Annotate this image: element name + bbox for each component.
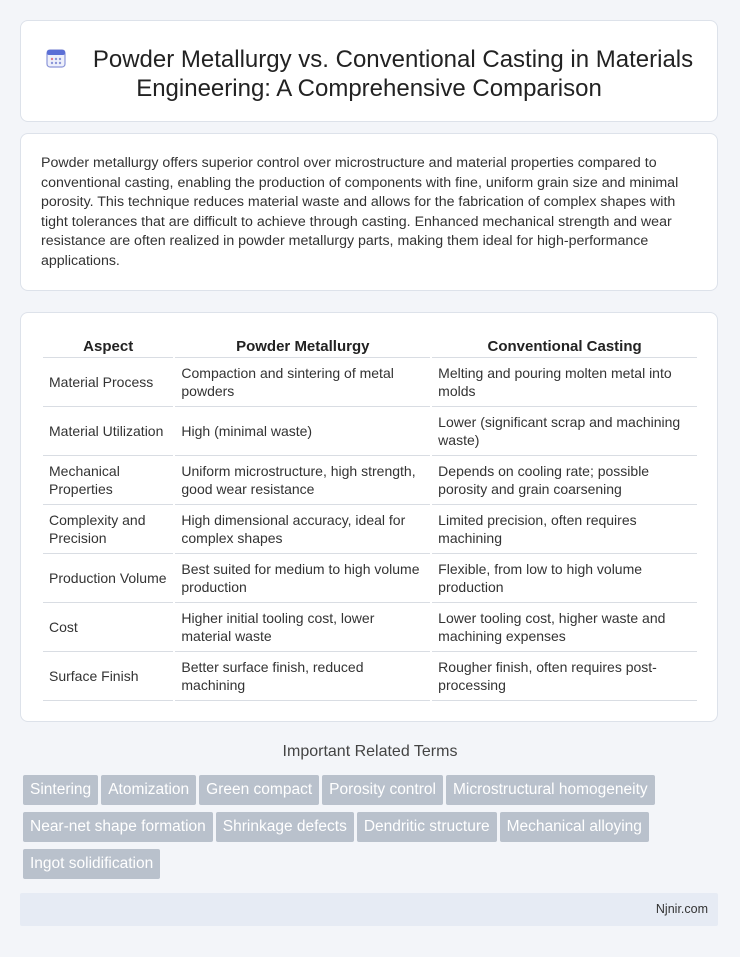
related-terms-heading: Important Related Terms (282, 743, 458, 760)
tag-microstructural-homogeneity[interactable]: Microstructural homogeneity (446, 775, 655, 805)
table-row (43, 358, 697, 407)
row-conventional-casting: Depends on cooling rate; possible porosity and grain coarsening (432, 456, 697, 505)
title-line-1: Powder Metallurgy vs. Conventional Casting in Materials (92, 46, 694, 73)
calendar-icon (45, 47, 67, 69)
row-powder-metallurgy: Compaction and sintering of metal powders (175, 358, 430, 407)
table-row (43, 603, 697, 652)
footer (20, 893, 718, 926)
footer-site-link[interactable]: Njnir.com (655, 902, 708, 916)
header-conventional-casting: Conventional Casting (432, 333, 697, 358)
title-line-2: Engineering: A Comprehensive Comparison (136, 75, 602, 102)
table-row (43, 554, 697, 603)
table-row (43, 505, 697, 554)
row-conventional-casting: Melting and pouring molten metal into molds (432, 358, 697, 407)
row-conventional-casting: Limited precision, often requires machining (432, 505, 697, 554)
row-aspect: Complexity and Precision (43, 505, 173, 554)
row-powder-metallurgy: Better surface finish, reduced machining (175, 652, 430, 701)
tag-mechanical-alloying[interactable]: Mechanical alloying (500, 812, 649, 842)
tag-near-net-shape-formation[interactable]: Near-net shape formation (23, 812, 213, 842)
row-aspect: Surface Finish (43, 652, 173, 701)
row-aspect: Cost (43, 603, 173, 652)
row-powder-metallurgy: High dimensional accuracy, ideal for complex shapes (175, 505, 430, 554)
row-conventional-casting: Flexible, from low to high volume production (432, 554, 697, 603)
tag-sintering[interactable]: Sintering (23, 775, 98, 805)
comparison-table-card (20, 312, 718, 722)
table-row (43, 652, 697, 701)
intro-paragraph: Powder metallurgy offers superior control over microstructure and material properties compared to conventional casting, enabling the production of components with fine, uniform grain size and minimal porosity. This technique reduces material waste and allows for the fabrication of complex shapes with tight tolerances that are difficult to achieve through casting. Enhanced mechanical strength and wear resistance are often realized in powder metallurgy parts, making them ideal for high-performance applications. (41, 155, 679, 269)
tag-dendritic-structure[interactable]: Dendritic structure (357, 812, 497, 842)
related-terms-list (23, 775, 713, 886)
header-powder-metallurgy: Powder Metallurgy (175, 333, 430, 358)
table-row (43, 456, 697, 505)
row-powder-metallurgy: Best suited for medium to high volume production (175, 554, 430, 603)
table-header-row (43, 333, 697, 358)
tag-porosity-control[interactable]: Porosity control (322, 775, 443, 805)
tag-shrinkage-defects[interactable]: Shrinkage defects (216, 812, 354, 842)
intro-card (20, 133, 718, 291)
row-aspect: Mechanical Properties (43, 456, 173, 505)
row-conventional-casting: Lower (significant scrap and machining waste) (432, 407, 697, 456)
row-conventional-casting: Rougher finish, often requires post-processing (432, 652, 697, 701)
row-aspect: Production Volume (43, 554, 173, 603)
table-row (43, 407, 697, 456)
header-aspect: Aspect (43, 333, 173, 358)
row-powder-metallurgy: High (minimal waste) (175, 407, 430, 456)
comparison-table (41, 333, 699, 701)
row-conventional-casting: Lower tooling cost, higher waste and machining expenses (432, 603, 697, 652)
row-aspect: Material Process (43, 358, 173, 407)
row-powder-metallurgy: Higher initial tooling cost, lower material waste (175, 603, 430, 652)
title-card (20, 20, 718, 122)
row-aspect: Material Utilization (43, 407, 173, 456)
row-powder-metallurgy: Uniform microstructure, high strength, good wear resistance (175, 456, 430, 505)
tag-ingot-solidification[interactable]: Ingot solidification (23, 849, 160, 879)
page-title (21, 45, 717, 103)
tag-atomization[interactable]: Atomization (101, 775, 196, 805)
tag-green-compact[interactable]: Green compact (199, 775, 319, 805)
